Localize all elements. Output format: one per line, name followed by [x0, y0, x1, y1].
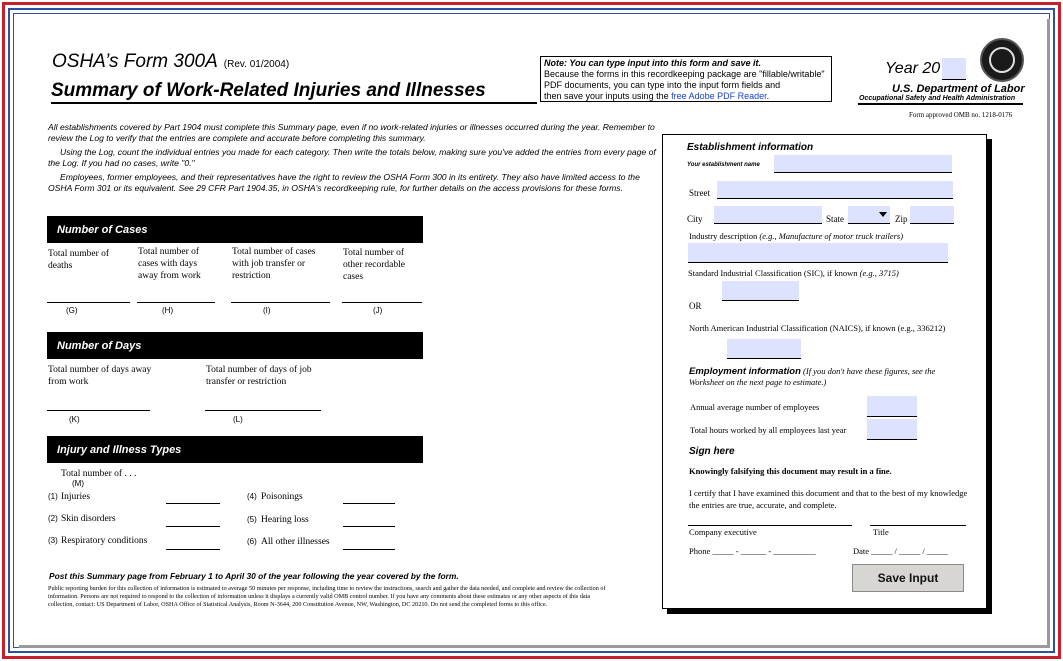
days-transfer-label: Total number of days of job transfer or restriction — [206, 365, 312, 387]
types-total-label: Total number of . . . — [61, 469, 137, 479]
dol-seal-icon — [980, 38, 1024, 82]
sic-label-text: Standard Industrial Classification (SIC), if known — [688, 268, 858, 278]
establishment-heading: Establishment information — [687, 142, 814, 153]
poisonings-input[interactable] — [343, 503, 395, 504]
intro-text — [48, 122, 663, 198]
industry-label-text: Industry description — [689, 231, 758, 241]
employment-heading: Employment information — [689, 366, 801, 377]
year-input[interactable] — [942, 58, 966, 80]
other-cases-code: (J) — [373, 306, 383, 315]
days-heading: Number of Days — [47, 332, 423, 359]
types-total-code: (M) — [72, 479, 84, 488]
state-dropdown-icon[interactable] — [879, 212, 887, 217]
total-hours-label: Total hours worked by all employees last year — [690, 425, 847, 435]
type-3-num: (3) — [48, 536, 58, 545]
days-away-cases-label: Total number of cases with days away from work — [138, 247, 201, 281]
burden-statement: Public reporting burden for this collection of information is estimated to average 50 minutes per response, including time to review the instructions, search and gather the data needed, and complete and review the collection of information. Persons are not required to respond to the collection of information unless it displays a currently valid OMB control number. If you have any comments about these estimates or any other aspects of this data collection, contact: US Department of Labor, OSHA Office of Statistical Analysis, Room N-3644, 200 Constitution Avenue, NW, Washington, DC 20210. Do not send the completed forms to this office. — [48, 585, 606, 608]
injuries-input[interactable] — [166, 503, 220, 504]
header-rule — [858, 103, 1023, 105]
respiratory-input[interactable] — [166, 549, 220, 550]
city-input[interactable] — [714, 206, 822, 224]
save-input-button[interactable]: Save Input — [852, 564, 964, 592]
sic-label — [688, 268, 899, 278]
phone-field[interactable]: Phone _____ - ______ - __________ — [689, 546, 816, 556]
days-transfer-input[interactable] — [205, 410, 321, 411]
employment-note: (If you don't have these figures, see the Worksheet on the next page to estimate.) — [689, 366, 936, 387]
street-label: Street — [689, 188, 710, 198]
zip-label: Zip — [895, 214, 908, 224]
type-6-label: All other illnesses — [261, 537, 330, 547]
cases-heading: Number of Cases — [47, 216, 423, 243]
falsify-warning: Knowingly falsifying this document may result in a fine. — [689, 466, 892, 476]
note-line-2: PDF documents, you can type into the input form fields and — [544, 80, 781, 90]
agency-name: Occupational Safety and Health Administration — [859, 95, 1016, 102]
transfer-cases-input[interactable] — [231, 302, 330, 303]
industry-label — [689, 231, 903, 241]
type-5-label: Hearing loss — [261, 515, 309, 525]
type-6-num: (6) — [247, 537, 257, 546]
type-2-num: (2) — [48, 514, 58, 523]
deaths-input[interactable] — [47, 302, 130, 303]
street-input[interactable] — [717, 181, 953, 199]
type-1-label: Injuries — [61, 492, 91, 502]
establishment-name-label: Your establishment name — [687, 162, 760, 168]
omb-number: Form approved OMB no. 1218-0176 — [909, 111, 1013, 119]
days-away-input[interactable] — [47, 410, 150, 411]
department-name: U.S. Department of Labor — [892, 83, 1025, 95]
type-3-label: Respiratory conditions — [61, 536, 148, 546]
type-4-num: (4) — [247, 492, 257, 501]
naics-input[interactable] — [727, 339, 801, 359]
total-hours-input[interactable] — [867, 419, 917, 440]
other-illnesses-input[interactable] — [343, 549, 395, 550]
hearing-loss-input[interactable] — [343, 526, 395, 527]
title-rule — [51, 102, 537, 104]
posting-notice: Post this Summary page from February 1 to April 30 of the year following the year covered by the form. — [49, 571, 459, 581]
date-field[interactable]: Date _____ / _____ / _____ — [853, 546, 949, 556]
form-name-text: OSHA’s Form 300A — [52, 51, 218, 72]
type-1-num: (1) — [48, 492, 58, 501]
avg-employees-input[interactable] — [867, 396, 917, 417]
deaths-code: (G) — [66, 306, 78, 315]
transfer-cases-label: Total number of cases with job transfer or restriction — [232, 247, 316, 281]
type-5-num: (5) — [247, 515, 257, 524]
sign-heading: Sign here — [689, 446, 735, 457]
executive-label: Company executive — [689, 527, 757, 537]
establishment-name-input[interactable] — [774, 155, 952, 173]
intro-paragraph-2: Using the Log, count the individual entries you made for each category. Then write the totals below, making sure you've added the entries from every page of the Log. If you had no cases, write "0." — [48, 147, 656, 168]
form-name — [52, 51, 289, 73]
state-label: State — [826, 214, 844, 224]
avg-employees-label: Annual average number of employees — [690, 402, 820, 412]
days-away-cases-code: (H) — [162, 306, 174, 315]
employment-section — [689, 366, 969, 388]
transfer-cases-code: (I) — [263, 306, 271, 315]
type-2-label: Skin disorders — [61, 514, 116, 524]
days-away-label: Total number of days away from work — [48, 365, 152, 387]
adobe-reader-link[interactable]: free Adobe PDF Reader — [671, 91, 767, 101]
note-line-1: Because the forms in this recordkeeping package are "fillable/writable" — [544, 69, 825, 79]
seal-inner — [989, 47, 1015, 73]
note-line-3-end: . — [766, 91, 770, 101]
deaths-label: Total number of deaths — [48, 249, 110, 271]
form-page — [16, 16, 1047, 645]
naics-label: North American Industrial Classification (NAICS), if known (e.g., 336212) — [689, 323, 946, 333]
page-title: Summary of Work-Related Injuries and Illnesses — [51, 80, 486, 101]
title-signature-line[interactable] — [870, 525, 966, 526]
executive-signature-line[interactable] — [688, 525, 852, 526]
type-4-label: Poisonings — [261, 492, 303, 502]
title-label: Title — [873, 527, 889, 537]
days-transfer-code: (L) — [233, 415, 243, 424]
zip-input[interactable] — [910, 206, 954, 224]
note-line-3 — [544, 91, 828, 102]
intro-paragraph-3: Employees, former employees, and their representatives have the right to review the OSHA Form 300 in its entirety. They also have limited access to the OSHA Form 301 or its equivalent. See 29 CFR Part 1904.35, in OSHA's recordkeeping rule, for further details on the access provisions for these forms. — [48, 172, 640, 193]
days-away-code: (K) — [69, 415, 80, 424]
industry-example: (e.g., Manufacture of motor truck trailers) — [759, 231, 904, 241]
note-title: Note: You can type input into this form and save it. — [544, 58, 762, 68]
form-revision: (Rev. 01/2004) — [223, 59, 290, 70]
certification-text: I certify that I have examined this document and that to the best of my knowledge the entries are true, accurate, and complete. — [689, 488, 968, 510]
or-label: OR — [689, 301, 702, 311]
sic-input[interactable] — [722, 281, 799, 301]
industry-input[interactable] — [688, 243, 948, 263]
sic-example: (e.g., 3715) — [859, 268, 899, 278]
note-box — [540, 56, 832, 102]
year-label: Year 20 — [885, 60, 941, 77]
note-line-3-text: then save your inputs using the — [544, 91, 669, 101]
city-label: City — [687, 214, 703, 224]
other-cases-label: Total number of other recordable cases — [343, 248, 405, 282]
days-away-cases-input[interactable] — [137, 302, 215, 303]
skin-disorders-input[interactable] — [166, 526, 220, 527]
intro-paragraph-1: All establishments covered by Part 1904 must complete this Summary page, even if no work-related injuries or illnesses occurred during the year. Remember to review the Log to verify that the entries are complete and accurate before completing this summary. — [48, 122, 655, 143]
other-cases-input[interactable] — [342, 302, 422, 303]
types-heading: Injury and Illness Types — [47, 436, 423, 463]
